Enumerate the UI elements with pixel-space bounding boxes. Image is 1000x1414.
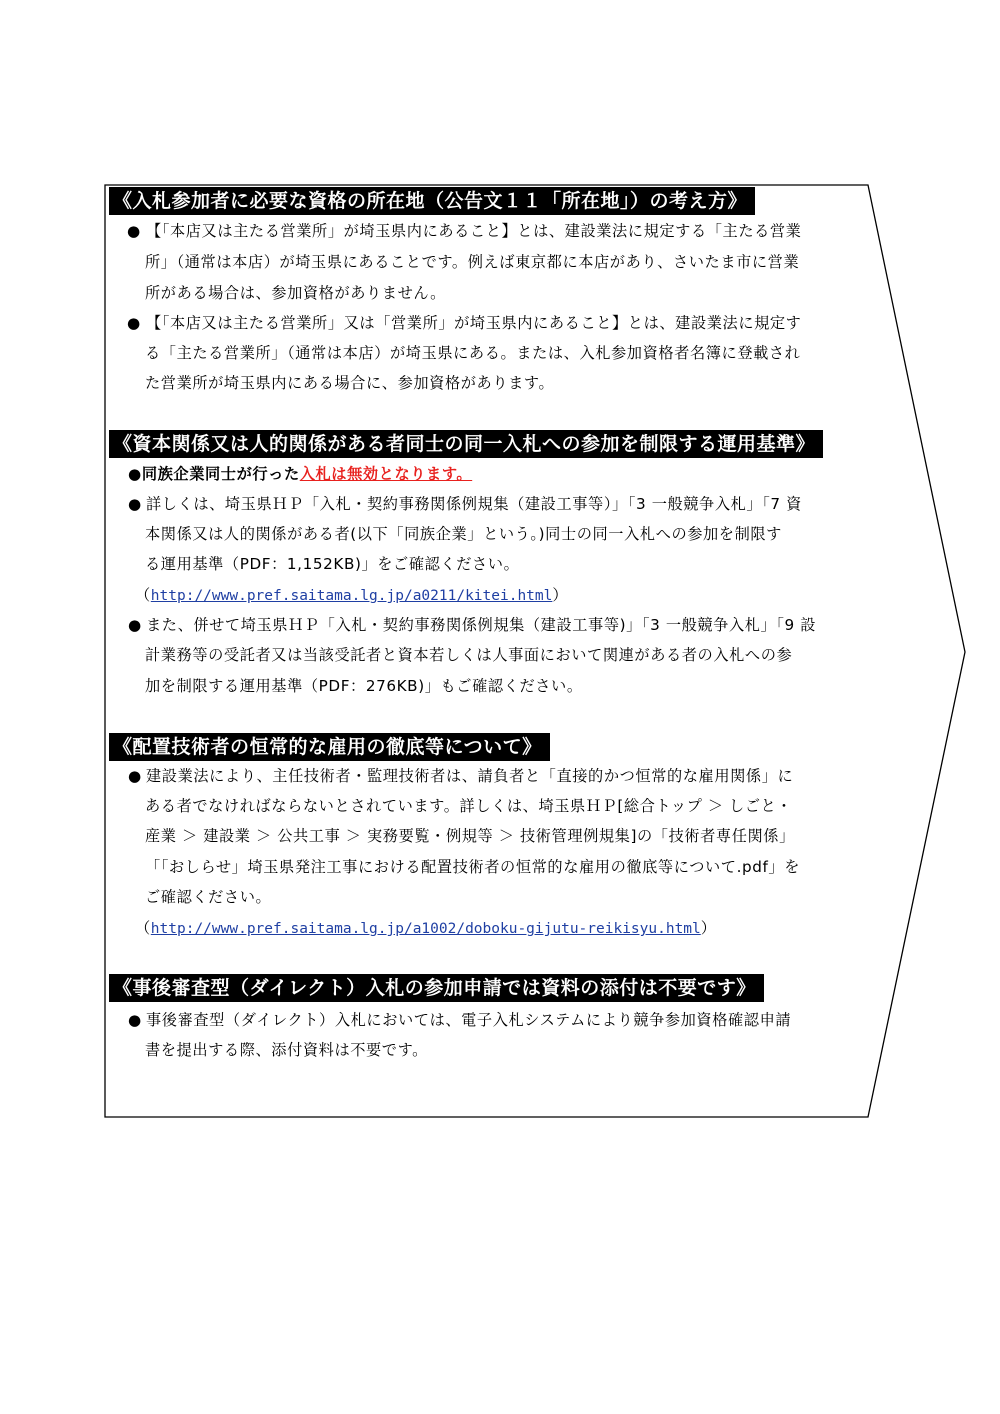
kitei-link[interactable]: http://www.pref.saitama.lg.jp/a0211/kitei.html (150, 588, 553, 604)
text-line: 建設業法により、主任技術者・監理技術者は、請負者と「直接的かつ恒常的な雇用関係」に (146, 767, 794, 785)
url-line (135, 918, 717, 938)
text-line: 加を制限する運用基準（PDF：276KB)」もご確認ください。 (145, 677, 583, 695)
section-heading-qualification-location: 《入札参加者に必要な資格の所在地（公告文１１「所在地」）の考え方》 (109, 187, 755, 215)
text-line: 詳しくは、埼玉県ＨＰ「入札・契約事務関係例規集（建設工事等）」「3 一般競争入札」「7 資 (146, 495, 802, 513)
text-line: 本関係又は人的関係がある者(以下「同族企業」という。)同士の同一入札への参加を制限す (145, 525, 782, 543)
text-line: 【「本店又は主たる営業所」が埼玉県内にあること】とは、建設業法に規定する「主たる営業 (146, 222, 802, 240)
bullet: ● (127, 222, 141, 240)
text-line: 計業務等の受託者又は当該受託者と資本若しくは人事面において関連がある者の入札への参 (145, 646, 793, 664)
text-line: 書を提出する際、添付資料は不要です。 (145, 1041, 428, 1059)
section-heading-capital-relations: 《資本関係又は人的関係がある者同士の同一入札への参加を制限する運用基準》 (109, 430, 823, 458)
section-heading-direct-bidding: 《事後審査型（ダイレクト）入札の参加申請では資料の添付は不要です》 (109, 974, 764, 1002)
text-line: た営業所が埼玉県内にある場合に、参加資格があります。 (145, 374, 555, 392)
bullet: ● (128, 1011, 142, 1029)
bullet: ● (128, 465, 142, 483)
list-item-same-group-companies (128, 464, 472, 484)
text-line: る「主たる営業所」（通常は本店）が埼玉県にある。または、入札参加資格者名簿に登載され (145, 344, 801, 362)
text-line: ある者でなければならないとされています。詳しくは、埼玉県ＨＰ[総合トップ ＞ しごと・ (145, 797, 793, 815)
reikisyu-link[interactable]: http://www.pref.saitama.lg.jp/a1002/doboku-gijutu-reikisyu.html (150, 921, 701, 937)
paren-open: （ (135, 586, 151, 604)
paren-close: ） (552, 586, 569, 604)
text-line: 産業 ＞ 建設業 ＞ 公共工事 ＞ 実務要覧・例規等 ＞ 技術管理例規集]の「技術者専任関係」 (145, 827, 795, 845)
invalid-bid-warning: 入札は無効となります。 (299, 465, 473, 483)
text-line: 所」（通常は本店）が埼玉県にあることです。例えば東京都に本店があり、さいたま市に営業 (145, 253, 800, 271)
section-heading-engineer-employment: 《配置技術者の恒常的な雇用の徹底等について》 (109, 733, 550, 761)
paren-open: （ (135, 919, 151, 937)
bullet: ● (128, 767, 142, 785)
bullet: ● (128, 495, 142, 513)
text-line: また、併せて埼玉県ＨＰ「入札・契約事務関係例規集（建設工事等)」「3 一般競争入札」「9 設 (146, 616, 816, 634)
bullet: ● (127, 314, 141, 332)
text-line: 所がある場合は、参加資格がありません。 (145, 284, 446, 302)
text-line: 事後審査型（ダイレクト）入札においては、電子入札システムにより競争参加資格確認申請 (146, 1011, 792, 1029)
text-line: 「「おしらせ」埼玉県発注工事における配置技術者の恒常的な雇用の徹底等について.pdf」を (145, 858, 800, 876)
url-line (135, 585, 568, 605)
paren-close: ） (700, 919, 717, 937)
bullet: ● (128, 616, 142, 634)
text-line: る運用基準（PDF：1,152KB)」をご確認ください。 (145, 555, 520, 573)
text-line: 【「本店又は主たる営業所」又は「営業所」が埼玉県内にあること】とは、建設業法に規定す (146, 314, 802, 332)
item-text: 同族企業同士が行った (141, 465, 300, 483)
text-line: ご確認ください。 (145, 888, 272, 906)
